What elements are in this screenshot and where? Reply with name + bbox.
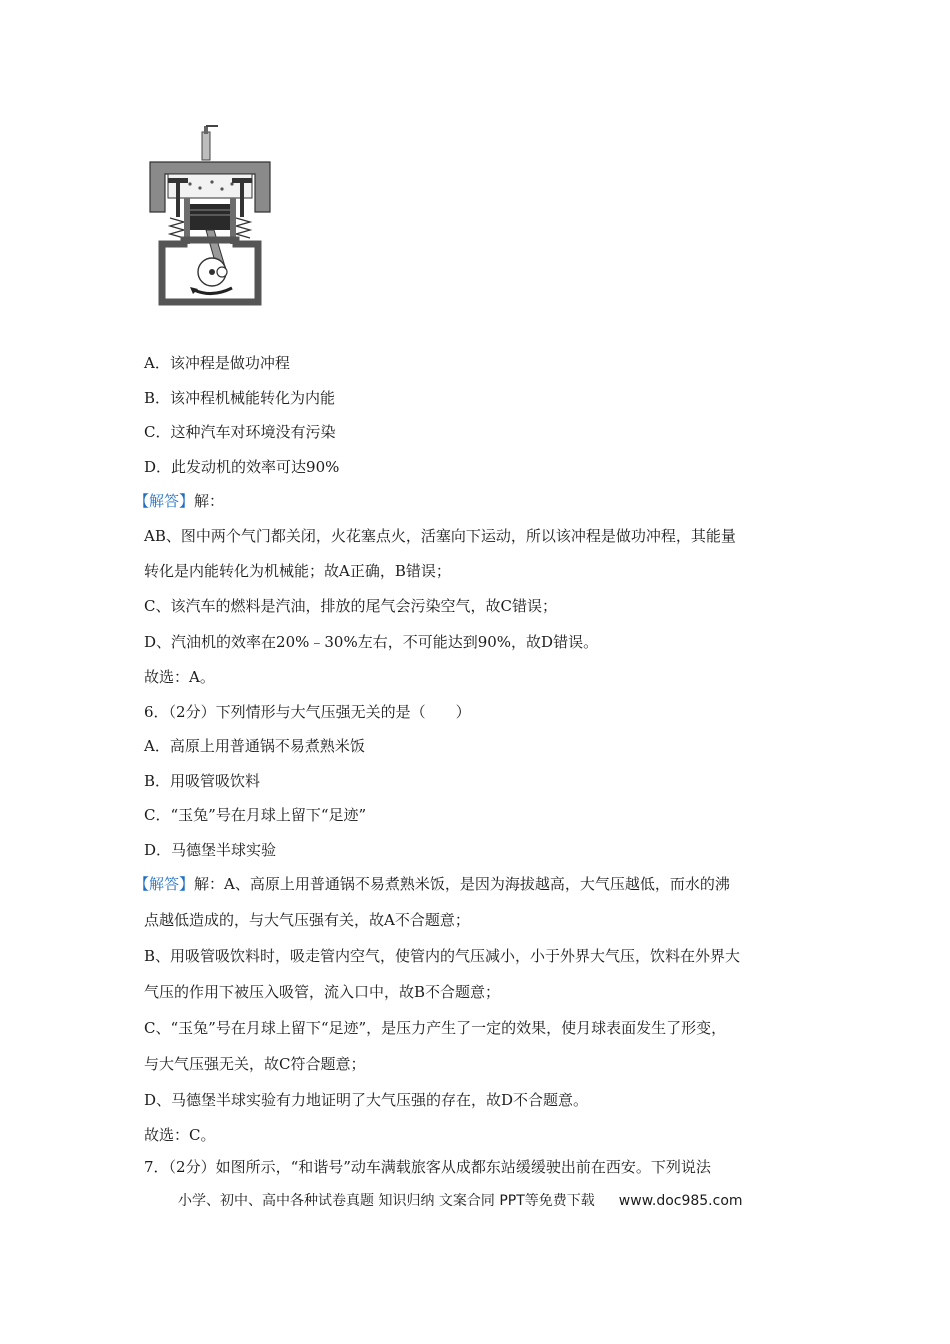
- q7-stem: 7．（2分）如图所示，“和谐号”动车满载旅客从成都东站缓缓驶出前在西安。下列说法: [144, 1158, 711, 1176]
- answer-tag: 【解答】: [134, 492, 195, 510]
- q6-option-b: B．用吸管吸饮料: [144, 772, 261, 790]
- footer-url-link[interactable]: www.doc985.com: [618, 1193, 743, 1209]
- answer-text: 解：A、高原上用普通锅不易煮熟米饭，是因为海拔越高，大气压越低，而水的沸: [194, 875, 730, 893]
- q6-answer-line-3: B、用吸管吸饮料时，吸走管内空气，使管内的气压减小，小于外界大气压，饮料在外界大: [144, 947, 741, 965]
- footer-text: 小学、初中、高中各种试卷真题 知识归纳 文案合同 PPT等免费下载: [178, 1193, 595, 1209]
- q6-answer-line-4: 气压的作用下被压入吸管，流入口中，故B不合题意；: [144, 983, 501, 1001]
- engine-cylinder-diagram: [140, 112, 280, 312]
- q5-answer-choice: 故选：A。: [144, 668, 215, 686]
- q6-answer-line-1: [134, 874, 730, 894]
- q5-option-a: A．该冲程是做功冲程: [144, 354, 290, 372]
- q6-option-a: A．高原上用普通锅不易煮熟米饭: [144, 737, 365, 755]
- q6-option-d: D．马德堡半球实验: [144, 841, 277, 859]
- q6-option-c: C．“玉兔”号在月球上留下“足迹”: [144, 806, 367, 824]
- q6-answer-line-6: 与大气压强无关，故C符合题意；: [144, 1055, 366, 1073]
- q5-answer-line-3: C、该汽车的燃料是汽油，排放的尾气会污染空气，故C错误；: [144, 597, 557, 615]
- q6-answer-line-2: 点越低造成的，与大气压强有关，故A不合题意；: [144, 911, 470, 929]
- q6-stem: 6．（2分）下列情形与大气压强无关的是（ ）: [144, 703, 471, 721]
- q6-answer-choice: 故选：C。: [144, 1126, 216, 1144]
- q5-option-b: B．该冲程机械能转化为内能: [144, 389, 336, 407]
- answer-lead: 解：: [194, 492, 225, 510]
- q5-option-d: D．此发动机的效率可达90%: [144, 458, 340, 476]
- q6-answer-line-5: C、“玉兔”号在月球上留下“足迹”，是压力产生了一定的效果，使月球表面发生了形变，: [144, 1019, 727, 1037]
- q6-answer-line-7: D、马德堡半球实验有力地证明了大气压强的存在，故D不合题意。: [144, 1091, 589, 1109]
- q5-answer-line-2: 转化是内能转化为机械能；故A正确，B错误；: [144, 562, 451, 580]
- q5-answer-line-4: D、汽油机的效率在20%﹣30%左右，不可能达到90%，故D错误。: [144, 633, 599, 651]
- q5-answer-line-1: AB、图中两个气门都关闭，火花塞点火，活塞向下运动，所以该冲程是做功冲程，其能量: [144, 527, 736, 545]
- page-footer: [178, 1190, 743, 1210]
- answer-tag: 【解答】: [134, 875, 195, 893]
- q5-option-c: C．这种汽车对环境没有污染: [144, 423, 336, 441]
- q5-answer-heading: [134, 491, 224, 511]
